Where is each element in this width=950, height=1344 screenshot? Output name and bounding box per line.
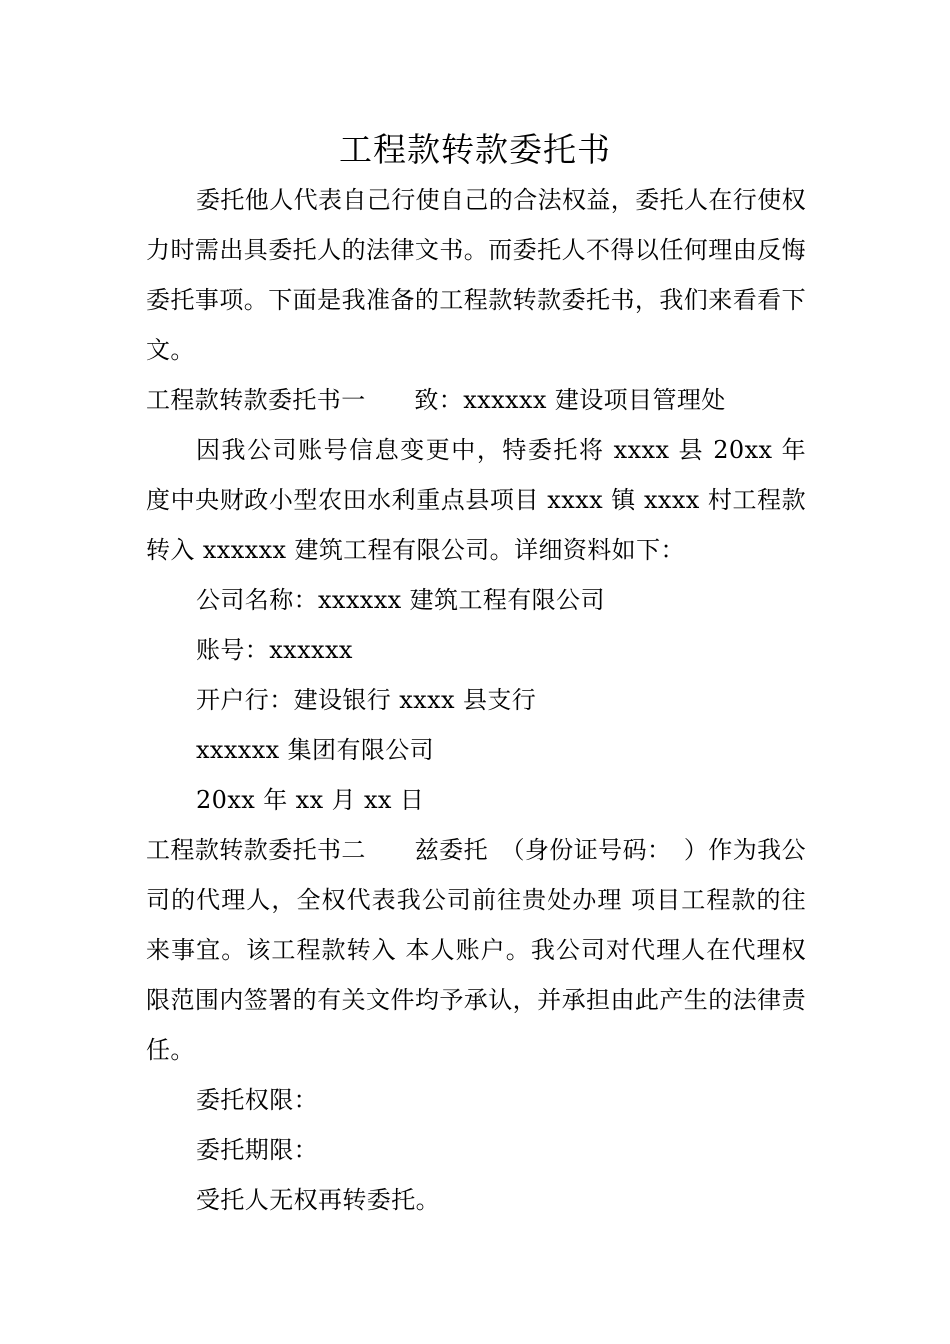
date-line: 20xx 年 xx 月 xx 日	[196, 786, 425, 814]
document-title: 工程款转款委托书	[339, 130, 611, 169]
authority-period-line: 委托期限：	[196, 1136, 318, 1164]
section-one-paragraph: 因我公司账号信息变更中，特委托将 xxxx 县 20xx 年度中央财政小型农田水利重点县项目 xxxx 镇 xxxx 村工程款转入 xxxxxx 建筑工程有限公司。详细资料如下：	[146, 436, 806, 564]
section-two-paragraph: 工程款转款委托书二 兹委托 （身份证号码： ）作为我公司的代理人，全权代表我公司前往贵处办理 项目工程款的往来事宜。该工程款转入 本人账户。我公司对代理人在代理权限范围内签署的有关文件均予承认，并承担由此产生的法律责任。	[146, 836, 806, 1064]
signatory-company-line: xxxxxx 集团有限公司	[196, 736, 435, 764]
authority-scope-line: 委托权限：	[196, 1086, 318, 1114]
account-number-line: 账号：xxxxxx	[196, 636, 353, 664]
document-body	[146, 175, 806, 1225]
section-one-heading: 工程款转款委托书一 致：xxxxxx 建设项目管理处	[146, 386, 726, 414]
no-subdelegation-line: 受托人无权再转委托。	[196, 1186, 440, 1214]
company-name-line: 公司名称：xxxxxx 建筑工程有限公司	[196, 586, 605, 614]
intro-paragraph: 委托他人代表自己行使自己的合法权益，委托人在行使权力时需出具委托人的法律文书。而委托人不得以任何理由反悔委托事项。下面是我准备的工程款转款委托书，我们来看看下文。	[146, 186, 806, 364]
bank-line: 开户行：建设银行 xxxx 县支行	[196, 686, 537, 714]
